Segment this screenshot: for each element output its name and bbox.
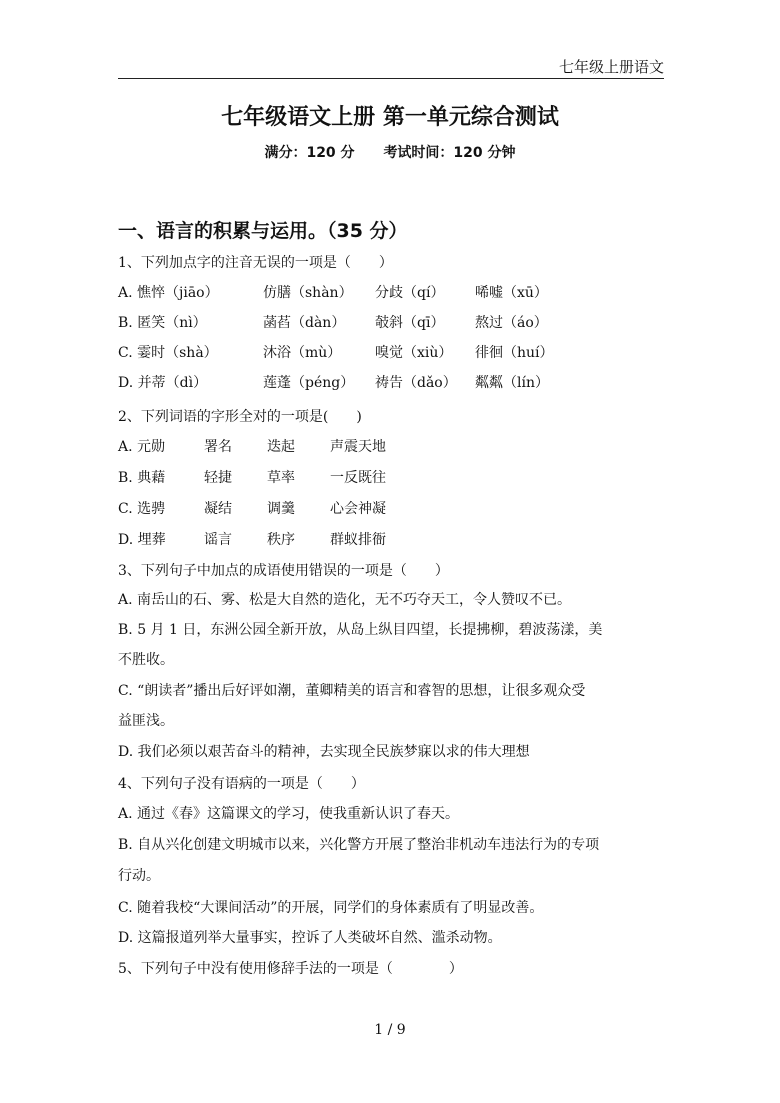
question-5-stem: 5、下列句子中没有使用修辞手法的一项是（ ）: [118, 961, 463, 977]
question-1-option-a: [118, 283, 575, 303]
option-cell: 菡萏（dàn）: [263, 315, 346, 331]
running-header: 七年级上册语文: [558, 58, 664, 76]
question-2-option-d: [118, 530, 430, 550]
option-cell: 群蚁排衙: [330, 532, 386, 548]
question-4-option-d: D. 这篇报道列举大量事实，控诉了人类破坏自然、滥杀动物。: [118, 930, 502, 946]
option-cell: 迭起: [267, 439, 295, 455]
option-cell: 轻捷: [204, 470, 232, 486]
page-number: 1 / 9: [374, 1022, 406, 1038]
option-cell: B. 典藉: [118, 470, 166, 486]
option-cell: 署名: [204, 439, 232, 455]
option-cell: 攲斜（qī）: [375, 315, 445, 331]
option-cell: 谣言: [204, 532, 232, 548]
exam-time: 考试时间：120 分钟: [383, 145, 516, 161]
option-cell: 分歧（qí）: [375, 285, 445, 301]
question-3-option-b-line1: B. 5 月 1 日，东洲公园全新开放，从岛上纵目四望，长提拂柳，碧波荡漾，美: [118, 622, 603, 638]
option-cell: 仿膳（shàn）: [263, 285, 353, 301]
exam-meta: [0, 142, 780, 162]
option-cell: 一反既往: [330, 470, 386, 486]
question-3-option-d: D. 我们必须以艰苦奋斗的精神，去实现全民族梦寐以求的伟大理想: [118, 744, 530, 760]
section-heading: 一、语言的积累与运用。（35 分）: [118, 220, 408, 242]
document-title: 七年级语文上册 第一单元综合测试: [221, 105, 559, 130]
question-1-option-b: [118, 313, 575, 333]
option-cell: 声震天地: [330, 439, 386, 455]
option-cell: C. 霎时（shà）: [118, 345, 218, 361]
header-rule: [118, 78, 664, 79]
option-cell: C. 选骋: [118, 501, 166, 517]
option-cell: 秩序: [267, 532, 295, 548]
option-cell: 凝结: [204, 501, 232, 517]
option-cell: 徘徊（huí）: [475, 345, 554, 361]
question-4-option-b-line1: B. 自从兴化创建文明城市以来，兴化警方开展了整治非机动车违法行为的专项: [118, 837, 600, 853]
question-3-option-a: A. 南岳山的石、雾、松是大自然的造化，无不巧夺天工，令人赞叹不已。: [118, 592, 572, 608]
question-2-option-a: [118, 437, 430, 457]
option-cell: 粼粼（lín）: [475, 375, 549, 391]
question-1-option-d: [118, 373, 575, 393]
option-cell: D. 并蒂（dì）: [118, 375, 208, 391]
question-2-option-b: [118, 468, 430, 488]
question-3-option-c-line2: 益匪浅。: [118, 713, 174, 729]
question-4-option-a: A. 通过《春》这篇课文的学习，使我重新认识了春天。: [118, 806, 460, 822]
option-cell: A. 元勋: [118, 439, 166, 455]
option-cell: 熬过（áo）: [475, 315, 548, 331]
option-cell: A. 憔悴（jiāo）: [118, 285, 219, 301]
option-cell: 调羹: [267, 501, 295, 517]
question-1-stem: 1、下列加点字的注音无误的一项是（ ）: [118, 255, 393, 271]
question-3-stem: 3、下列句子中加点的成语使用错误的一项是（ ）: [118, 563, 449, 579]
question-4-option-c: C. 随着我校“大课间活动”的开展，同学们的身体素质有了明显改善。: [118, 900, 544, 916]
question-4-stem: 4、下列句子没有语病的一项是（ ）: [118, 776, 365, 792]
question-3-option-b-line2: 不胜收。: [118, 652, 174, 668]
question-1-option-c: [118, 343, 575, 363]
option-cell: 心会神凝: [330, 501, 386, 517]
question-4-option-b-line2: 行动。: [118, 868, 160, 884]
option-cell: B. 匿笑（nì）: [118, 315, 207, 331]
option-cell: D. 埋葬: [118, 532, 166, 548]
question-2-stem: 2、下列词语的字形全对的一项是( ): [118, 409, 362, 425]
full-score: 满分：120 分: [264, 145, 355, 161]
option-cell: 沐浴（mù）: [263, 345, 342, 361]
question-2-option-c: [118, 499, 430, 519]
option-cell: 祷告（dǎo）: [375, 375, 457, 391]
option-cell: 草率: [267, 470, 295, 486]
option-cell: 莲蓬（péng）: [263, 375, 355, 391]
question-3-option-c-line1: C. “朗读者”播出后好评如潮，董卿精美的语言和睿智的思想，让很多观众受: [118, 683, 586, 699]
option-cell: 嗅觉（xiù）: [375, 345, 453, 361]
option-cell: 唏嘘（xū）: [475, 285, 548, 301]
